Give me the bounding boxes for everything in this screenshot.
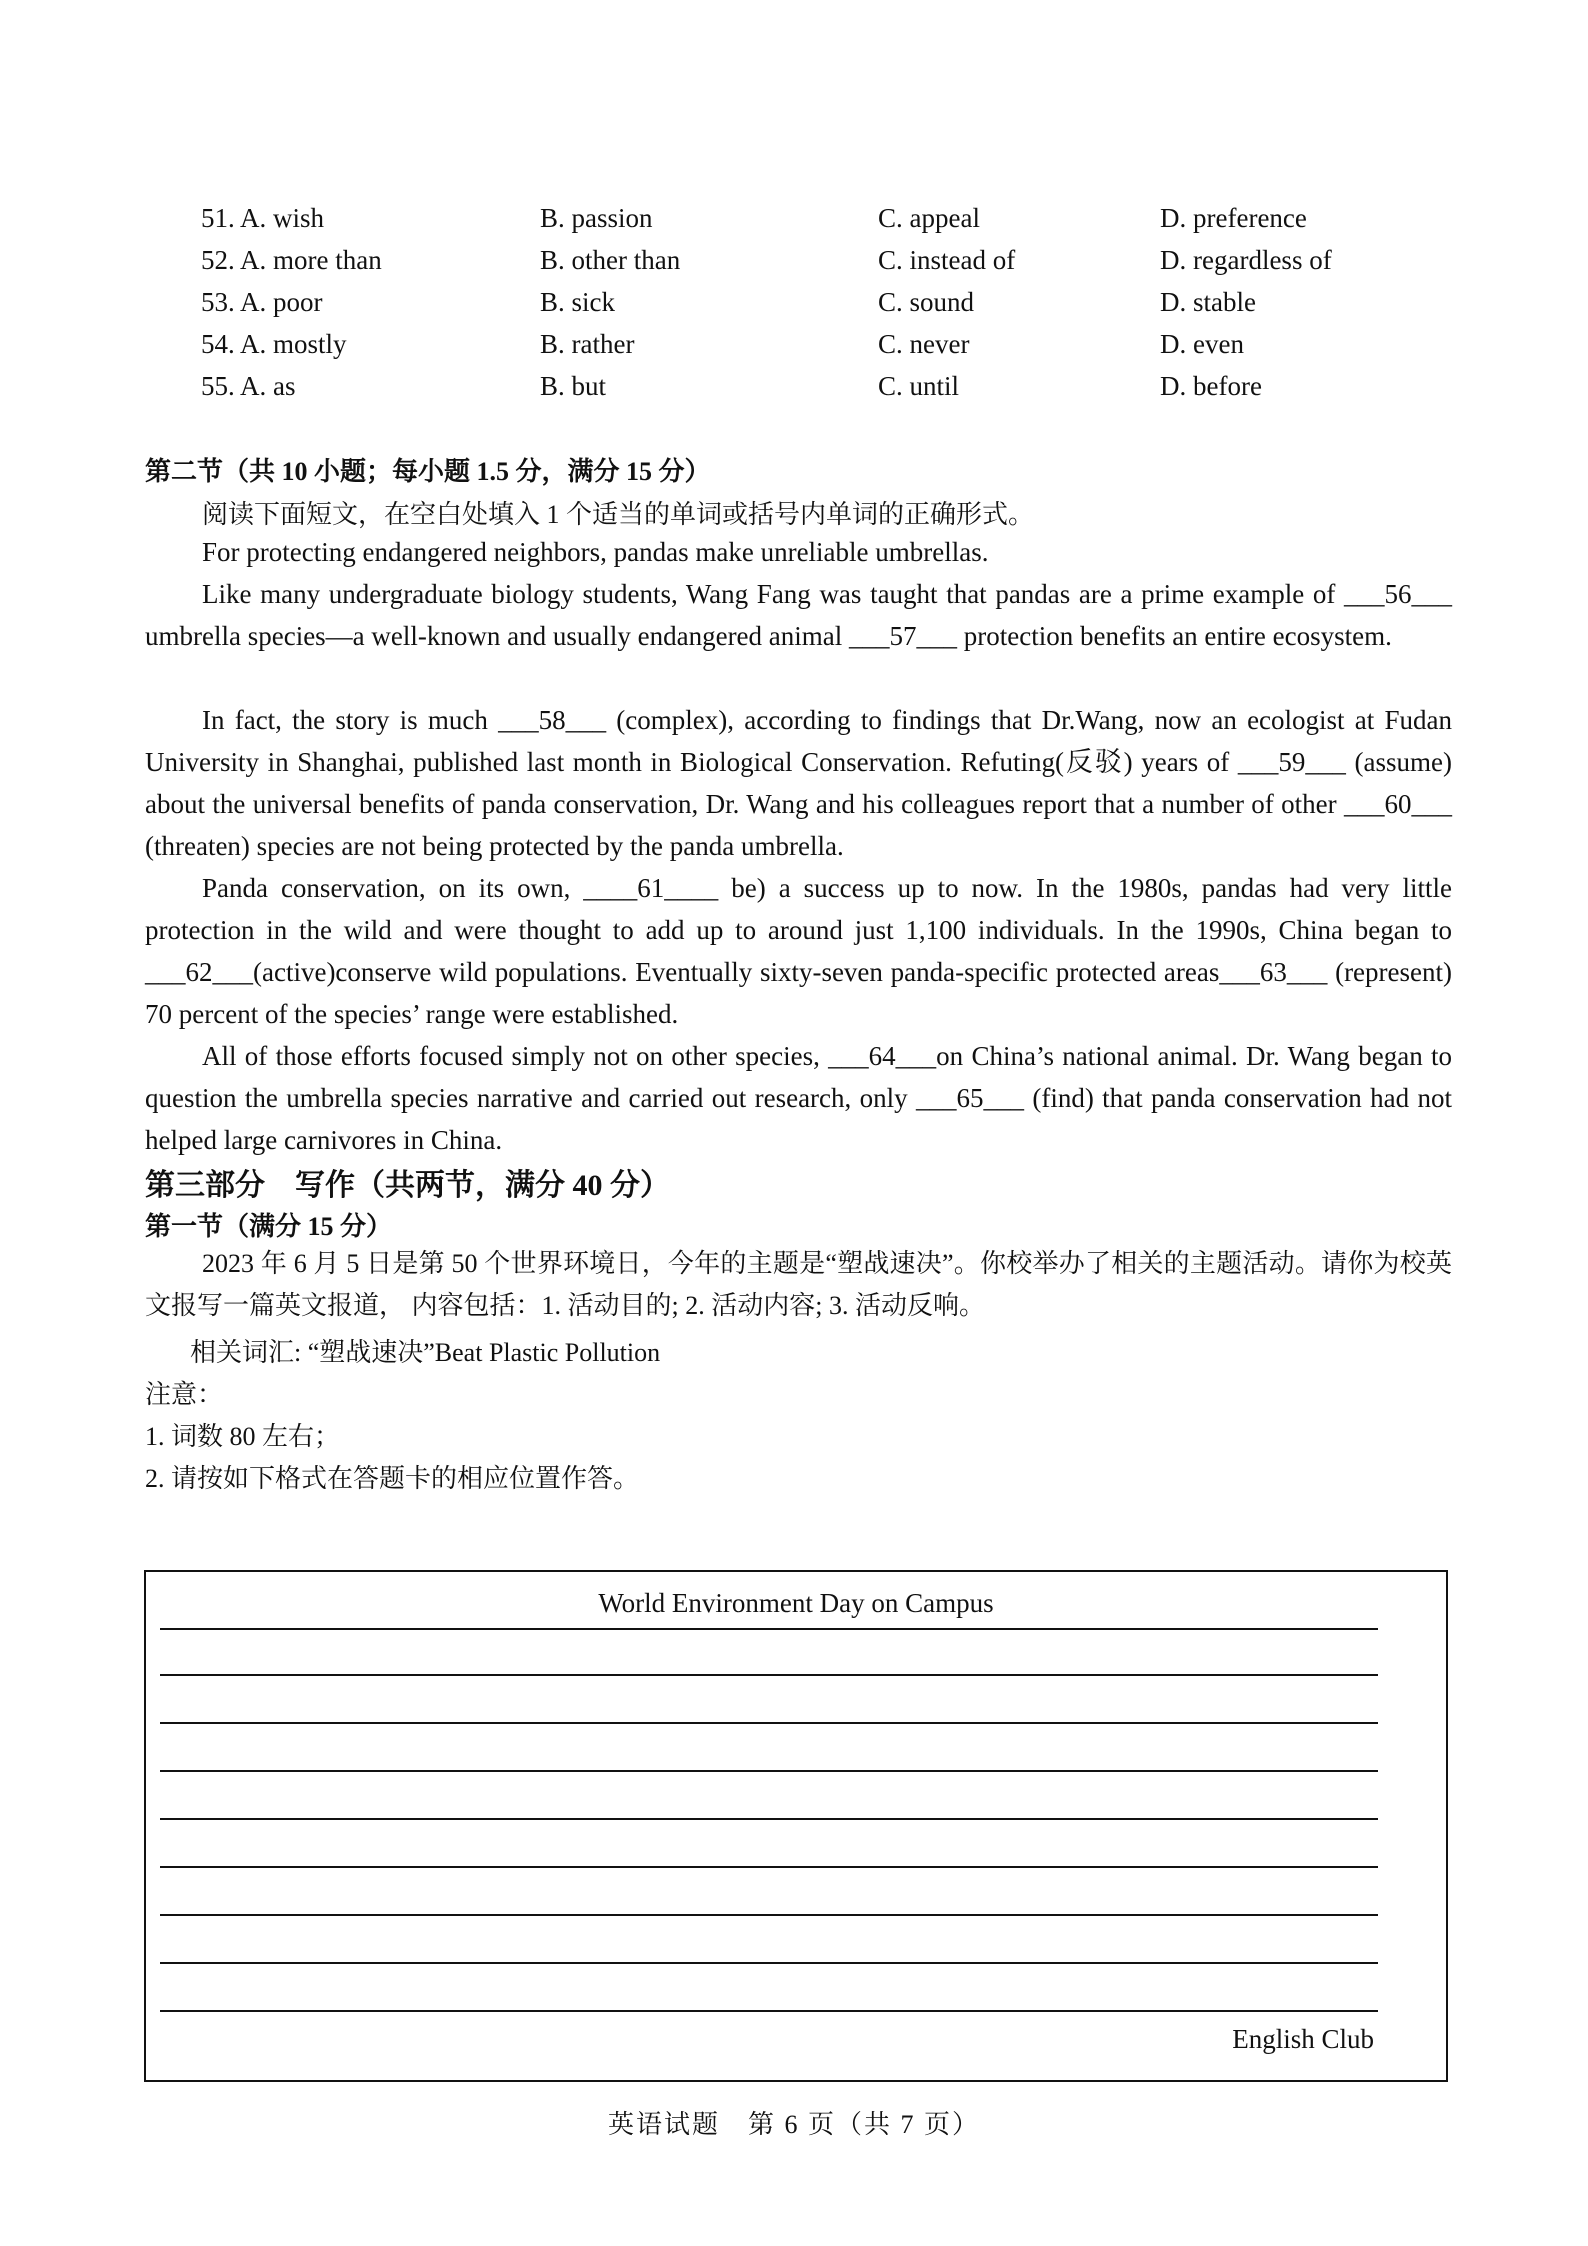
writing-line bbox=[160, 1962, 1378, 1964]
option-a: 54. A. mostly bbox=[201, 329, 347, 359]
option-row-52 bbox=[0, 239, 1588, 281]
option-d: D. before bbox=[1160, 371, 1262, 401]
part3-section1-heading: 第一节（满分 15 分） bbox=[145, 1212, 393, 1241]
writing-line bbox=[160, 1866, 1378, 1868]
passage-paragraph-2: In fact, the story is much ___58___ (complex), according to findings that Dr.Wang, now an ecologist at Fudan University in Shanghai, published last month in Biological Conservation. Refuting(反驳) years of ___59___ (assume) about the universal benefits of panda conservation, Dr. Wang and his colleagues report that a number of other ___60___ (threaten) species are not being protected by the panda umbrella. bbox=[145, 705, 1452, 861]
note-2: 2. 请按如下格式在答题卡的相应位置作答。 bbox=[145, 1464, 640, 1493]
option-row-55 bbox=[0, 365, 1588, 407]
option-c: C. until bbox=[878, 371, 960, 401]
answer-box bbox=[144, 1570, 1448, 2082]
section2-instruction: 阅读下面短文，在空白处填入 1 个适当的单词或括号内单词的正确形式。 bbox=[202, 500, 1035, 529]
option-row-53 bbox=[0, 281, 1588, 323]
section2-heading: 第二节（共 10 小题；每小题 1.5 分，满分 15 分） bbox=[145, 457, 711, 486]
option-c: C. instead of bbox=[878, 245, 1016, 275]
option-row-54 bbox=[0, 323, 1588, 365]
writing-line bbox=[160, 1818, 1378, 1820]
option-c: C. never bbox=[878, 329, 970, 359]
option-b: B. sick bbox=[540, 287, 616, 317]
passage-paragraph-4: All of those efforts focused simply not on other species, ___64___on China’s national animal. Dr. Wang began to question the umbrella species narrative and carried out research, only ___65___ (find) that panda conservation had not helped large carnivores in China. bbox=[145, 1041, 1452, 1155]
option-b: B. other than bbox=[540, 245, 681, 275]
option-b: B. passion bbox=[540, 203, 653, 233]
option-b: B. but bbox=[540, 371, 607, 401]
part3-heading: 第三部分 写作（共两节，满分 40 分） bbox=[145, 1169, 670, 1202]
passage-paragraph-1: Like many undergraduate biology students, Wang Fang was taught that pandas are a prime example of ___56___ umbrella species—a well-known and usually endangered animal ___57___ protection benefits an entire ecosystem. bbox=[145, 579, 1452, 651]
option-d: D. even bbox=[1160, 329, 1244, 359]
answer-box-title: World Environment Day on Campus bbox=[598, 1588, 994, 1618]
option-c: C. appeal bbox=[878, 203, 980, 233]
writing-line bbox=[160, 2010, 1378, 2012]
option-d: D. preference bbox=[1160, 203, 1307, 233]
passage-paragraph-3: Panda conservation, on its own, ____61____ be) a success up to now. In the 1980s, pandas had very little protection in the wild and were thought to add up to around just 1,100 individuals. In the 1990s, China began to ___62___(active)conserve wild populations. Eventually sixty-seven panda-specific protected areas___63___ (represent) 70 percent of the species’ range were established. bbox=[145, 873, 1452, 1029]
option-a: 53. A. poor bbox=[201, 287, 323, 317]
writing-line bbox=[160, 1674, 1378, 1676]
writing-line bbox=[160, 1722, 1378, 1724]
answer-box-signature: English Club bbox=[1232, 2024, 1374, 2054]
option-d: D. stable bbox=[1160, 287, 1256, 317]
option-a: 52. A. more than bbox=[201, 245, 382, 275]
page-footer: 英语试题 第 6 页（共 7 页） bbox=[607, 2110, 980, 2139]
writing-line bbox=[160, 1914, 1378, 1916]
option-a: 51. A. wish bbox=[201, 203, 325, 233]
option-row-51 bbox=[0, 197, 1588, 239]
writing-line bbox=[160, 1770, 1378, 1772]
option-d: D. regardless of bbox=[1160, 245, 1332, 275]
option-c: C. sound bbox=[878, 287, 975, 317]
writing-line bbox=[160, 1628, 1378, 1630]
option-a: 55. A. as bbox=[201, 371, 296, 401]
passage-title-line: For protecting endangered neighbors, pandas make unreliable umbrellas. bbox=[202, 537, 989, 567]
note-1: 1. 词数 80 左右； bbox=[145, 1422, 341, 1451]
option-b: B. rather bbox=[540, 329, 635, 359]
writing-prompt: 2023 年 6 月 5 日是第 50 个世界环境日，今年的主题是“塑战速决”。你校举办了相关的主题活动。请你为校英文报写一篇英文报道， 内容包括：1. 活动目的; 2. 活动内容; 3. 活动反响。 bbox=[145, 1249, 1452, 1320]
vocab-line: 相关词汇: “塑战速决”Beat Plastic Pollution bbox=[190, 1338, 661, 1367]
note-label: 注意： bbox=[145, 1380, 224, 1409]
